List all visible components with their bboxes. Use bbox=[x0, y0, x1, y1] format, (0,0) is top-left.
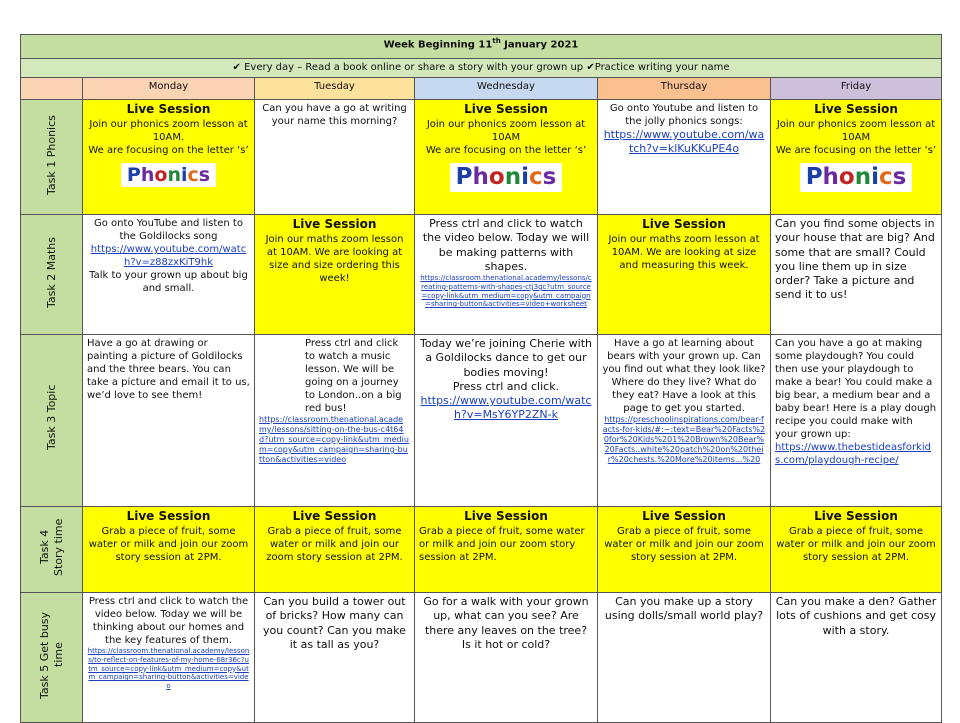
live-session-label: Live Session bbox=[814, 509, 898, 523]
task-label-story-time: Task 4 Story time bbox=[21, 507, 83, 593]
busy-wednesday-text: Go for a walk with your grown up, what can you see? Are there any leaves on the tree? Is it hot or cold? bbox=[423, 595, 589, 651]
day-header-friday: Friday bbox=[771, 78, 942, 100]
live-session-label: Live Session bbox=[814, 102, 898, 116]
live-session-label: Live Session bbox=[126, 102, 211, 116]
live-session-label: Live Session bbox=[642, 217, 726, 231]
live-session-label: Live Session bbox=[642, 509, 726, 523]
task-label-topic: Task 3 Topic bbox=[21, 335, 83, 507]
busy-thursday bbox=[598, 593, 771, 723]
topic-monday bbox=[83, 335, 255, 507]
jolly-phonics-link[interactable]: https://www.youtube.com/watch?v=klKuKKuPE4o bbox=[603, 128, 765, 156]
week-title: Week Beginning 11th January 2021 bbox=[21, 35, 942, 59]
busy-tuesday-text: Can you build a tower out of bricks? How many can you count? Can you make it as tall as you? bbox=[263, 595, 406, 651]
weekly-plan-table bbox=[20, 34, 942, 723]
story-wednesday bbox=[415, 507, 598, 593]
maths-wednesday bbox=[415, 215, 598, 335]
goldilocks-song-link[interactable]: https://www.youtube.com/watch?v=z88zxKiT9hk bbox=[90, 244, 247, 268]
story-friday-text: Grab a piece of fruit, some water or milk and join our zoom story session at 2PM. bbox=[776, 525, 936, 563]
phonics-monday bbox=[83, 100, 255, 215]
task-label-phonics: Task 1 Phonics bbox=[21, 100, 83, 215]
story-friday bbox=[771, 507, 942, 593]
phonics-friday bbox=[771, 100, 942, 215]
maths-thursday-text: Join our maths zoom lesson at 10AM. We are looking at size and measuring this week. bbox=[608, 233, 760, 271]
topic-friday-text: Can you have a go at making some playdough? You could then use your playdough to make a bear! You could make a big bear, a medium bear and a baby bear! Here is a play dough recipe you could make with your grown up: bbox=[775, 338, 937, 440]
topic-thursday-text: Have a go at learning about bears with your grown up. Can you find out what they look like? Where do they live? What do they eat? Have a look at this page to get you started. bbox=[602, 338, 766, 414]
patterns-lesson-link[interactable]: https://classroom.thenational.academy/lessons/creating-patterns-with-shapes-ctj3gc?utm_source=copy-link&utm_medium=copy&utm_campaign=sharing-button&activities=video+worksheet bbox=[420, 274, 592, 309]
maths-tuesday-text: Join our maths zoom lesson at 10AM. We are looking at size and size ordering this week! bbox=[265, 233, 404, 284]
topic-wednesday-text: Today we’re joining Cherie with a Goldilocks dance to get our bodies moving! Press ctrl and click. bbox=[419, 337, 593, 393]
phonics-friday-text: Join our phonics zoom lesson at 10AM We are focusing on the letter ‘s’ bbox=[775, 118, 937, 156]
busy-friday bbox=[771, 593, 942, 723]
maths-monday-text-2: Talk to your grown up about big and small. bbox=[89, 270, 248, 294]
bear-facts-link[interactable]: https://preschoolinspirations.com/bear-facts-for-kids/#:~:text=Bear%20Facts%20for%20Kids%201%20Brown%20Bear%20Facts..white%20patch%20on%20their%20chests.%20More%20items...%20 bbox=[602, 415, 766, 464]
day-header-wednesday: Wednesday bbox=[415, 78, 598, 100]
topic-friday bbox=[771, 335, 942, 507]
corner-cell bbox=[21, 78, 83, 100]
live-session-label: Live Session bbox=[292, 217, 377, 231]
live-session-label: Live Session bbox=[292, 509, 377, 523]
live-session-label: Live Session bbox=[464, 102, 548, 116]
live-session-label: Live Session bbox=[464, 509, 548, 523]
topic-tuesday bbox=[255, 335, 415, 507]
phonics-logo: Phonics bbox=[450, 163, 563, 193]
phonics-thursday-text: Go onto Youtube and listen to the jolly phonics songs: bbox=[609, 103, 759, 127]
maths-monday-text: Go onto YouTube and listen to the Goldilocks song bbox=[94, 218, 243, 242]
story-thursday-text: Grab a piece of fruit, some water or milk and join our zoom story session at 2PM. bbox=[604, 525, 764, 563]
story-tuesday bbox=[255, 507, 415, 593]
phonics-logo: Phonics bbox=[121, 163, 216, 188]
task-label-maths: Task 2 Maths bbox=[21, 215, 83, 335]
phonics-monday-text: Join our phonics zoom lesson at 10AM. We are focusing on the letter ‘s’ bbox=[88, 118, 249, 156]
busy-thursday-text: Can you make up a story using dolls/small world play? bbox=[604, 595, 764, 623]
story-wednesday-text: Grab a piece of fruit, some water or milk and join our zoom story session at 2PM. bbox=[419, 525, 585, 563]
phonics-wednesday-text: Join our phonics zoom lesson at 10AM We are focusing on the letter ‘s’ bbox=[425, 118, 587, 156]
phonics-thursday bbox=[598, 100, 771, 215]
story-thursday bbox=[598, 507, 771, 593]
maths-wednesday-text: Press ctrl and click to watch the video below. Today we will be making patterns with shapes. bbox=[422, 217, 590, 273]
topic-monday-text: Have a go at drawing or painting a picture of Goldilocks and the three bears. You can take a picture and email it to us, we’d love to see them! bbox=[87, 338, 250, 401]
music-lesson-link[interactable]: https://classroom.thenational.academy/lessons/sitting-on-the-bus-c4t64d?utm_source=copy-link&utm_medium=copy&utm_campaign=sharing-button&activities=video bbox=[259, 415, 409, 464]
maths-tuesday bbox=[255, 215, 415, 335]
daily-reminders: ✔ Every day – Read a book online or share a story with your grown up ✔Practice writing your name bbox=[21, 59, 942, 78]
story-tuesday-text: Grab a piece of fruit, some water or milk and join our zoom story session at 2PM. bbox=[266, 525, 403, 563]
story-monday-text: Grab a piece of fruit, some water or milk and join our zoom story session at 2PM. bbox=[88, 525, 249, 563]
busy-tuesday bbox=[255, 593, 415, 723]
topic-tuesday-text: Press ctrl and click to watch a music lesson. We will be going on a journey to London..on a big red bus! bbox=[305, 338, 402, 414]
maths-thursday bbox=[598, 215, 771, 335]
day-header-tuesday: Tuesday bbox=[255, 78, 415, 100]
phonics-wednesday bbox=[415, 100, 598, 215]
day-header-monday: Monday bbox=[83, 78, 255, 100]
goldilocks-dance-link[interactable]: https://www.youtube.com/watch?v=MsY6YP2ZN-k bbox=[420, 394, 592, 422]
phonics-tuesday bbox=[255, 100, 415, 215]
topic-thursday bbox=[598, 335, 771, 507]
busy-monday bbox=[83, 593, 255, 723]
phonics-tuesday-text: Can you have a go at writing your name this morning? bbox=[262, 103, 407, 127]
story-monday bbox=[83, 507, 255, 593]
day-header-thursday: Thursday bbox=[598, 78, 771, 100]
homes-lesson-link[interactable]: https://classroom.thenational.academy/lessons/to-reflect-on-features-of-my-home-68r36c?utm_source=copy-link&utm_medium=copy&utm_campaign=sharing-button&activities=video bbox=[87, 647, 250, 690]
maths-friday-text: Can you find some objects in your house that are big? And some that are small? Could you line them up in size order? Take a picture and send it to us! bbox=[775, 217, 935, 302]
busy-monday-text: Press ctrl and click to watch the video below. Today we will be thinking about our homes and the key features of them. bbox=[88, 596, 249, 646]
task-label-get-busy-time: Task 5 Get busy time bbox=[21, 593, 83, 723]
busy-wednesday bbox=[415, 593, 598, 723]
maths-monday bbox=[83, 215, 255, 335]
playdough-recipe-link[interactable]: https://www.thebestideasforkids.com/playdough-recipe/ bbox=[775, 442, 931, 466]
topic-wednesday bbox=[415, 335, 598, 507]
live-session-label: Live Session bbox=[126, 509, 211, 523]
maths-friday bbox=[771, 215, 942, 335]
busy-friday-text: Can you make a den? Gather lots of cushions and get cosy with a story. bbox=[775, 595, 937, 637]
phonics-logo: Phonics bbox=[800, 163, 913, 193]
